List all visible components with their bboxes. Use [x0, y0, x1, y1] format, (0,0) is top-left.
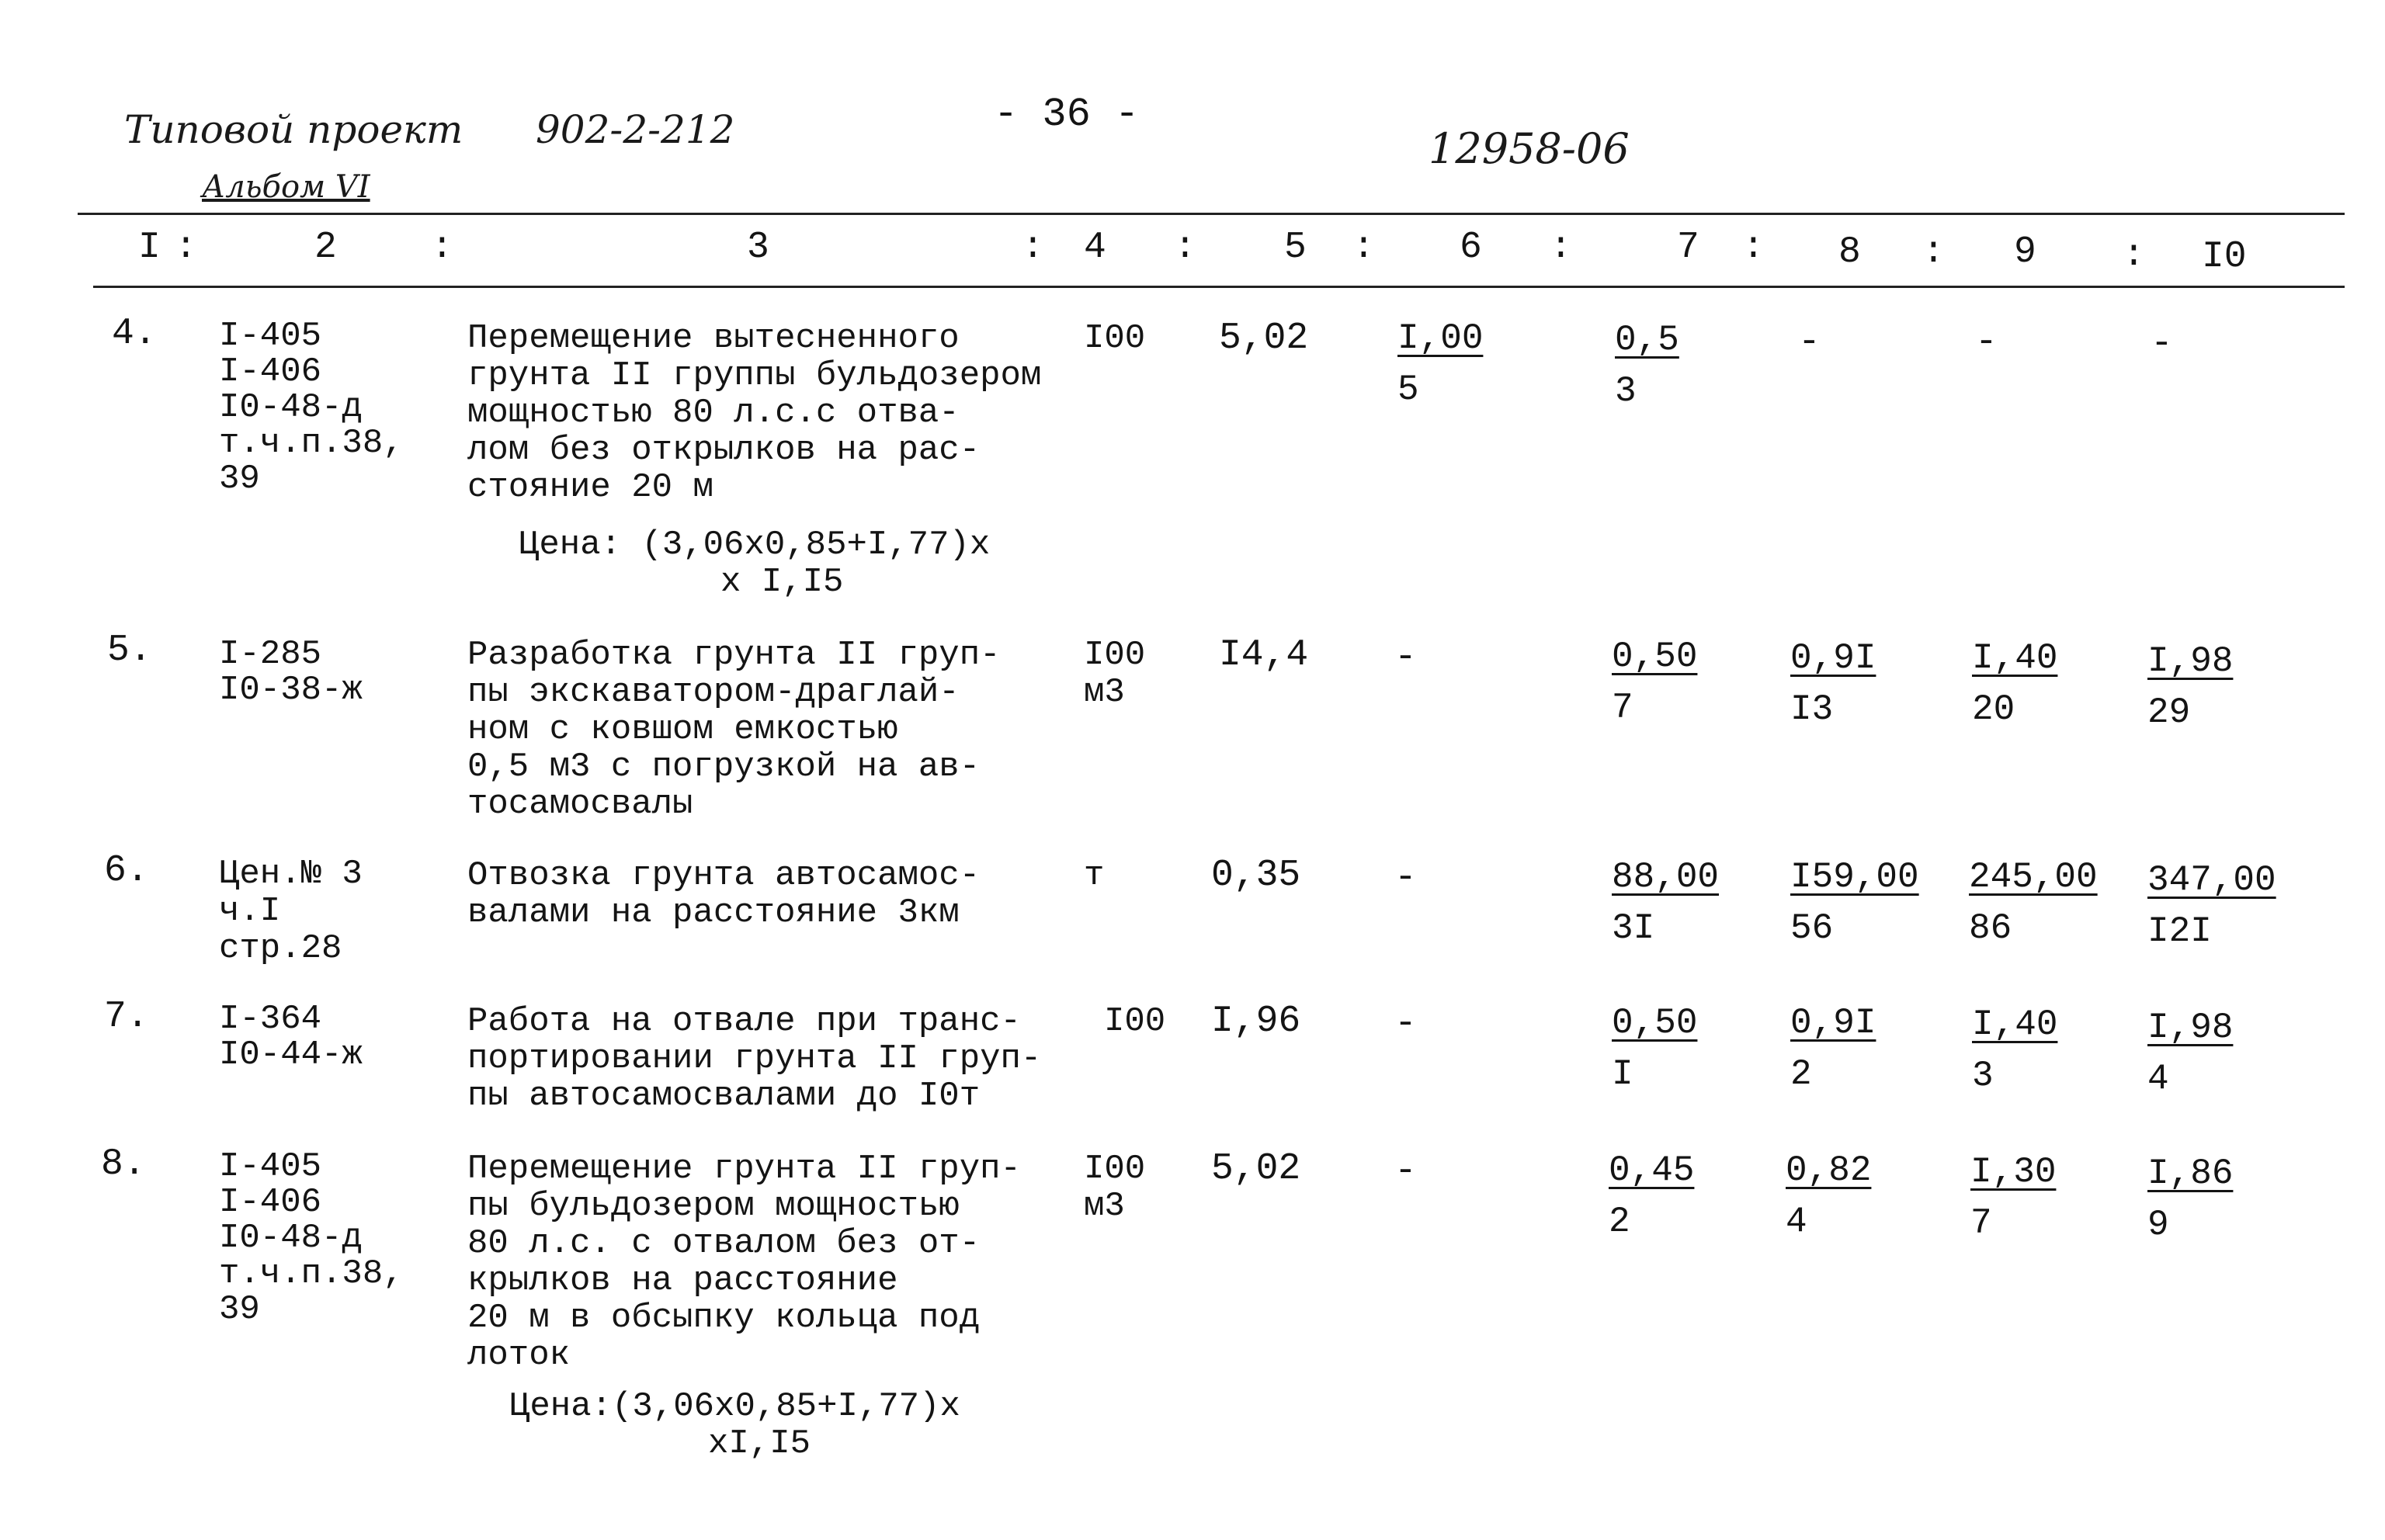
row-number: 8.: [101, 1143, 146, 1185]
quantity: 5,02: [1219, 317, 1309, 359]
value-col8: -: [1798, 321, 1821, 363]
value-col6: -: [1394, 1150, 1417, 1192]
value-col10: $\frac{347,00}{I2I}$: [2147, 860, 2276, 952]
column-header-4: 4: [1084, 227, 1106, 269]
quantity: I,96: [1211, 1001, 1301, 1042]
norm-code: Цен.№ 3 ч.I стр.28: [219, 855, 363, 968]
column-header-10: I0: [2202, 236, 2247, 278]
value-col7: $\frac{0,45}{2}$: [1609, 1150, 1695, 1242]
header-separator: :: [1174, 227, 1196, 269]
norm-code: I-285 I0-38-ж: [219, 635, 363, 709]
row-number: 5.: [107, 630, 152, 671]
project-number: 902-2-212: [536, 107, 735, 152]
header-separator: :: [1742, 227, 1765, 269]
value-col8: $\frac{0,9I}{I3}$: [1790, 638, 1876, 730]
header-separator: :: [1550, 227, 1572, 269]
value-col7: $\frac{0,50}{I}$: [1612, 1003, 1698, 1094]
row-number: 4.: [112, 313, 157, 355]
header-bottom-rule: [93, 286, 2345, 288]
quantity: 0,35: [1211, 855, 1301, 897]
header-separator: :: [431, 227, 453, 269]
work-description: Работа на отвале при транс- портировании грунта II груп- пы автосамосвалами до I0т: [467, 1002, 1042, 1115]
norm-code: I-405 I-406 I0-48-д т.ч.п.38, 39: [219, 1147, 404, 1329]
unit: I00: [1104, 1002, 1166, 1041]
value-col6: -: [1394, 636, 1417, 678]
column-header-1: I: [138, 227, 161, 269]
column-header-2: 2: [314, 227, 337, 269]
header-separator: :: [1022, 227, 1044, 269]
album-label: Альбом VI: [202, 169, 370, 205]
value-col7: $\frac{0,50}{7}$: [1612, 636, 1698, 728]
unit: I00 м3: [1084, 636, 1146, 712]
value-col9: $\frac{I,30}{7}$: [1970, 1152, 2057, 1243]
value-col7: $\frac{0,5}{3}$: [1615, 320, 1679, 411]
header-separator: :: [1922, 231, 1945, 273]
quantity: I4,4: [1219, 634, 1309, 676]
value-col6: -: [1394, 857, 1417, 899]
value-col8: $\frac{0,82}{4}$: [1786, 1150, 1872, 1242]
header-separator: :: [175, 227, 197, 269]
header-separator: :: [1352, 227, 1375, 269]
price-formula: Цена:(3,06x0,85+I,77)x xI,I5: [509, 1387, 960, 1463]
price-formula: Цена: (3,06x0,85+I,77)x x I,I5: [519, 525, 991, 602]
work-description: Отвозка грунта автосамос- валами на расстояние 3км: [467, 856, 981, 932]
value-col9: $\frac{I,40}{3}$: [1972, 1004, 2058, 1096]
header-separator: :: [2123, 234, 2145, 276]
value-col9: $\frac{I,40}{20}$: [1972, 638, 2058, 730]
norm-code: I-405 I-406 I0-48-д т.ч.п.38, 39: [219, 317, 404, 498]
value-col10: $\frac{I,86}{9}$: [2147, 1153, 2234, 1245]
header-top-rule: [78, 213, 2345, 215]
value-col6: -: [1394, 1003, 1417, 1045]
work-description: Разработка грунта II груп- пы экскаватором-драглай- ном с ковшом емкостью 0,5 м3 с погрузкой на ав- тосамосвалы: [467, 636, 1001, 824]
document-code: 12958-06: [1429, 124, 1630, 173]
value-col10: -: [2151, 323, 2173, 365]
column-header-9: 9: [2014, 231, 2036, 273]
value-col8: $\frac{I59,00}{56}$: [1790, 857, 1919, 949]
row-number: 6.: [104, 850, 149, 892]
column-header-6: 6: [1460, 227, 1482, 269]
norm-code: I-364 I0-44-ж: [219, 1000, 363, 1074]
quantity: 5,02: [1211, 1148, 1301, 1190]
column-header-5: 5: [1284, 227, 1307, 269]
unit: I00: [1084, 319, 1146, 358]
project-label: Типовой проект: [124, 107, 463, 152]
unit: I00 м3: [1084, 1150, 1146, 1226]
row-number: 7.: [104, 996, 149, 1038]
value-col10: $\frac{I,98}{4}$: [2147, 1008, 2234, 1099]
value-col9: -: [1975, 321, 1998, 363]
column-header-3: 3: [747, 227, 769, 269]
page-number: - 36 -: [994, 92, 1140, 137]
unit: т: [1084, 856, 1105, 895]
column-header-7: 7: [1677, 227, 1699, 269]
value-col6: $\frac{I,00}{5}$: [1397, 318, 1484, 410]
value-col8: $\frac{0,9I}{2}$: [1790, 1003, 1876, 1094]
work-description: Перемещение вытесненного грунта II группы бульдозером мощностью 80 л.с.с отва- лом без открылков на рас- стояние 20 м: [467, 319, 1042, 507]
column-header-8: 8: [1838, 231, 1861, 273]
value-col10: $\frac{I,98}{29}$: [2147, 641, 2234, 733]
work-description: Перемещение грунта II груп- пы бульдозером мощностью 80 л.с. с отвалом без от- крылков на расстояние 20 м в обсыпку кольца под лоток: [467, 1150, 1021, 1375]
value-col7: $\frac{88,00}{3I}$: [1612, 857, 1720, 949]
value-col9: $\frac{245,00}{86}$: [1969, 857, 2098, 949]
